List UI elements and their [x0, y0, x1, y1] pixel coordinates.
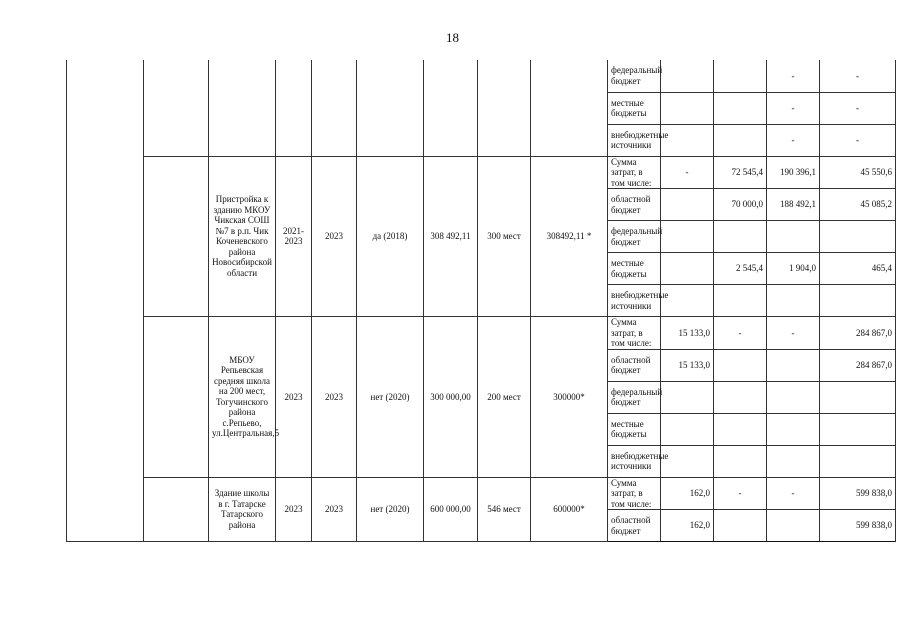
- cell-blank: [144, 317, 209, 478]
- funding-label: Сумма затрат, в том числе:: [608, 477, 661, 510]
- cell-blank: [144, 60, 209, 156]
- table-row: [67, 156, 896, 189]
- value-cell: [820, 445, 896, 477]
- value-cell: -: [714, 477, 767, 510]
- cell-limit: 300000*: [531, 317, 608, 478]
- cell-design: да (2018): [357, 156, 424, 317]
- cell-section: [67, 60, 144, 542]
- value-cell: 1 904,0: [767, 253, 820, 285]
- cell-limit: 308492,11 *: [531, 156, 608, 317]
- cell-year: 2023: [312, 156, 357, 317]
- cell-blank: [144, 156, 209, 317]
- funding-label: Сумма затрат, в том числе:: [608, 317, 661, 350]
- value-cell: [767, 349, 820, 381]
- value-cell: [661, 60, 714, 92]
- value-cell: [820, 221, 896, 253]
- cell-cost: 300 000,00: [424, 317, 478, 478]
- value-cell: 45 550,6: [820, 156, 896, 189]
- cell-cost: [424, 60, 478, 156]
- value-cell: [661, 381, 714, 413]
- value-cell: [820, 381, 896, 413]
- funding-label: областной бюджет: [608, 510, 661, 542]
- funding-label: федеральный бюджет: [608, 60, 661, 92]
- value-cell: [661, 253, 714, 285]
- value-cell: 15 133,0: [661, 349, 714, 381]
- funding-label: местные бюджеты: [608, 92, 661, 124]
- funding-label: внебюджетные источники: [608, 285, 661, 317]
- value-cell: 15 133,0: [661, 317, 714, 350]
- value-cell: -: [714, 317, 767, 350]
- funding-label: областной бюджет: [608, 189, 661, 221]
- funding-label: внебюджетные источники: [608, 445, 661, 477]
- value-cell: 162,0: [661, 477, 714, 510]
- value-cell: 2 545,4: [714, 253, 767, 285]
- cell-object: Пристройка к зданию МКОУ Чикская СОШ №7 в р.п. Чик Коченевского района Новосибирской области: [209, 156, 276, 317]
- value-cell: [714, 124, 767, 156]
- page-number: 18: [446, 30, 459, 45]
- cell-period: 2023: [276, 317, 312, 478]
- value-cell: [714, 381, 767, 413]
- table-row: [67, 60, 896, 92]
- value-cell: [767, 381, 820, 413]
- value-cell: [767, 285, 820, 317]
- value-cell: [767, 445, 820, 477]
- value-cell: -: [820, 124, 896, 156]
- cell-capacity: [478, 60, 531, 156]
- funding-label: местные бюджеты: [608, 253, 661, 285]
- value-cell: -: [767, 477, 820, 510]
- value-cell: -: [820, 92, 896, 124]
- cell-object: Здание школы в г. Татарске Татарского района: [209, 477, 276, 542]
- value-cell: 284 867,0: [820, 317, 896, 350]
- cell-design: нет (2020): [357, 317, 424, 478]
- value-cell: [714, 413, 767, 445]
- cell-design: нет (2020): [357, 477, 424, 542]
- value-cell: 188 492,1: [767, 189, 820, 221]
- value-cell: [714, 445, 767, 477]
- cell-design: [357, 60, 424, 156]
- value-cell: [714, 285, 767, 317]
- value-cell: [767, 221, 820, 253]
- value-cell: [661, 124, 714, 156]
- cell-period: [276, 60, 312, 156]
- value-cell: 70 000,0: [714, 189, 767, 221]
- value-cell: 284 867,0: [820, 349, 896, 381]
- table-row: [67, 477, 896, 510]
- cell-cost: 600 000,00: [424, 477, 478, 542]
- funding-label: местные бюджеты: [608, 413, 661, 445]
- cell-capacity: 546 мест: [478, 477, 531, 542]
- funding-label: областной бюджет: [608, 349, 661, 381]
- cell-year: 2023: [312, 477, 357, 542]
- funding-label: федеральный бюджет: [608, 381, 661, 413]
- cell-limit: 600000*: [531, 477, 608, 542]
- value-cell: [661, 221, 714, 253]
- value-cell: -: [767, 92, 820, 124]
- cell-capacity: 200 мест: [478, 317, 531, 478]
- cell-object: МБОУ Репьевская средняя школа на 200 мест, Тогучинского района с.Репьево, ул.Центральная,5: [209, 317, 276, 478]
- value-cell: 465,4: [820, 253, 896, 285]
- investment-table: [66, 60, 896, 542]
- value-cell: 599 838,0: [820, 510, 896, 542]
- value-cell: [714, 221, 767, 253]
- value-cell: [767, 413, 820, 445]
- value-cell: -: [767, 317, 820, 350]
- cell-object: [209, 60, 276, 156]
- value-cell: [820, 413, 896, 445]
- cell-period: 2023: [276, 477, 312, 542]
- cell-period: 2021-2023: [276, 156, 312, 317]
- funding-label: Сумма затрат, в том числе:: [608, 156, 661, 189]
- value-cell: -: [767, 124, 820, 156]
- value-cell: [714, 92, 767, 124]
- value-cell: 72 545,4: [714, 156, 767, 189]
- funding-label: федеральный бюджет: [608, 221, 661, 253]
- value-cell: [661, 285, 714, 317]
- cell-cost: 308 492,11: [424, 156, 478, 317]
- value-cell: [820, 285, 896, 317]
- value-cell: 162,0: [661, 510, 714, 542]
- value-cell: [714, 60, 767, 92]
- cell-limit: [531, 60, 608, 156]
- value-cell: 599 838,0: [820, 477, 896, 510]
- value-cell: 45 085,2: [820, 189, 896, 221]
- value-cell: -: [820, 60, 896, 92]
- table-row: [67, 317, 896, 350]
- value-cell: [714, 510, 767, 542]
- value-cell: [714, 349, 767, 381]
- value-cell: [661, 445, 714, 477]
- cell-capacity: 300 мест: [478, 156, 531, 317]
- value-cell: [661, 92, 714, 124]
- cell-year: [312, 60, 357, 156]
- value-cell: 190 396,1: [767, 156, 820, 189]
- value-cell: -: [661, 156, 714, 189]
- value-cell: [661, 413, 714, 445]
- cell-year: 2023: [312, 317, 357, 478]
- value-cell: [767, 510, 820, 542]
- cell-blank: [144, 477, 209, 542]
- funding-label: внебюджетные источники: [608, 124, 661, 156]
- value-cell: [661, 189, 714, 221]
- value-cell: -: [767, 60, 820, 92]
